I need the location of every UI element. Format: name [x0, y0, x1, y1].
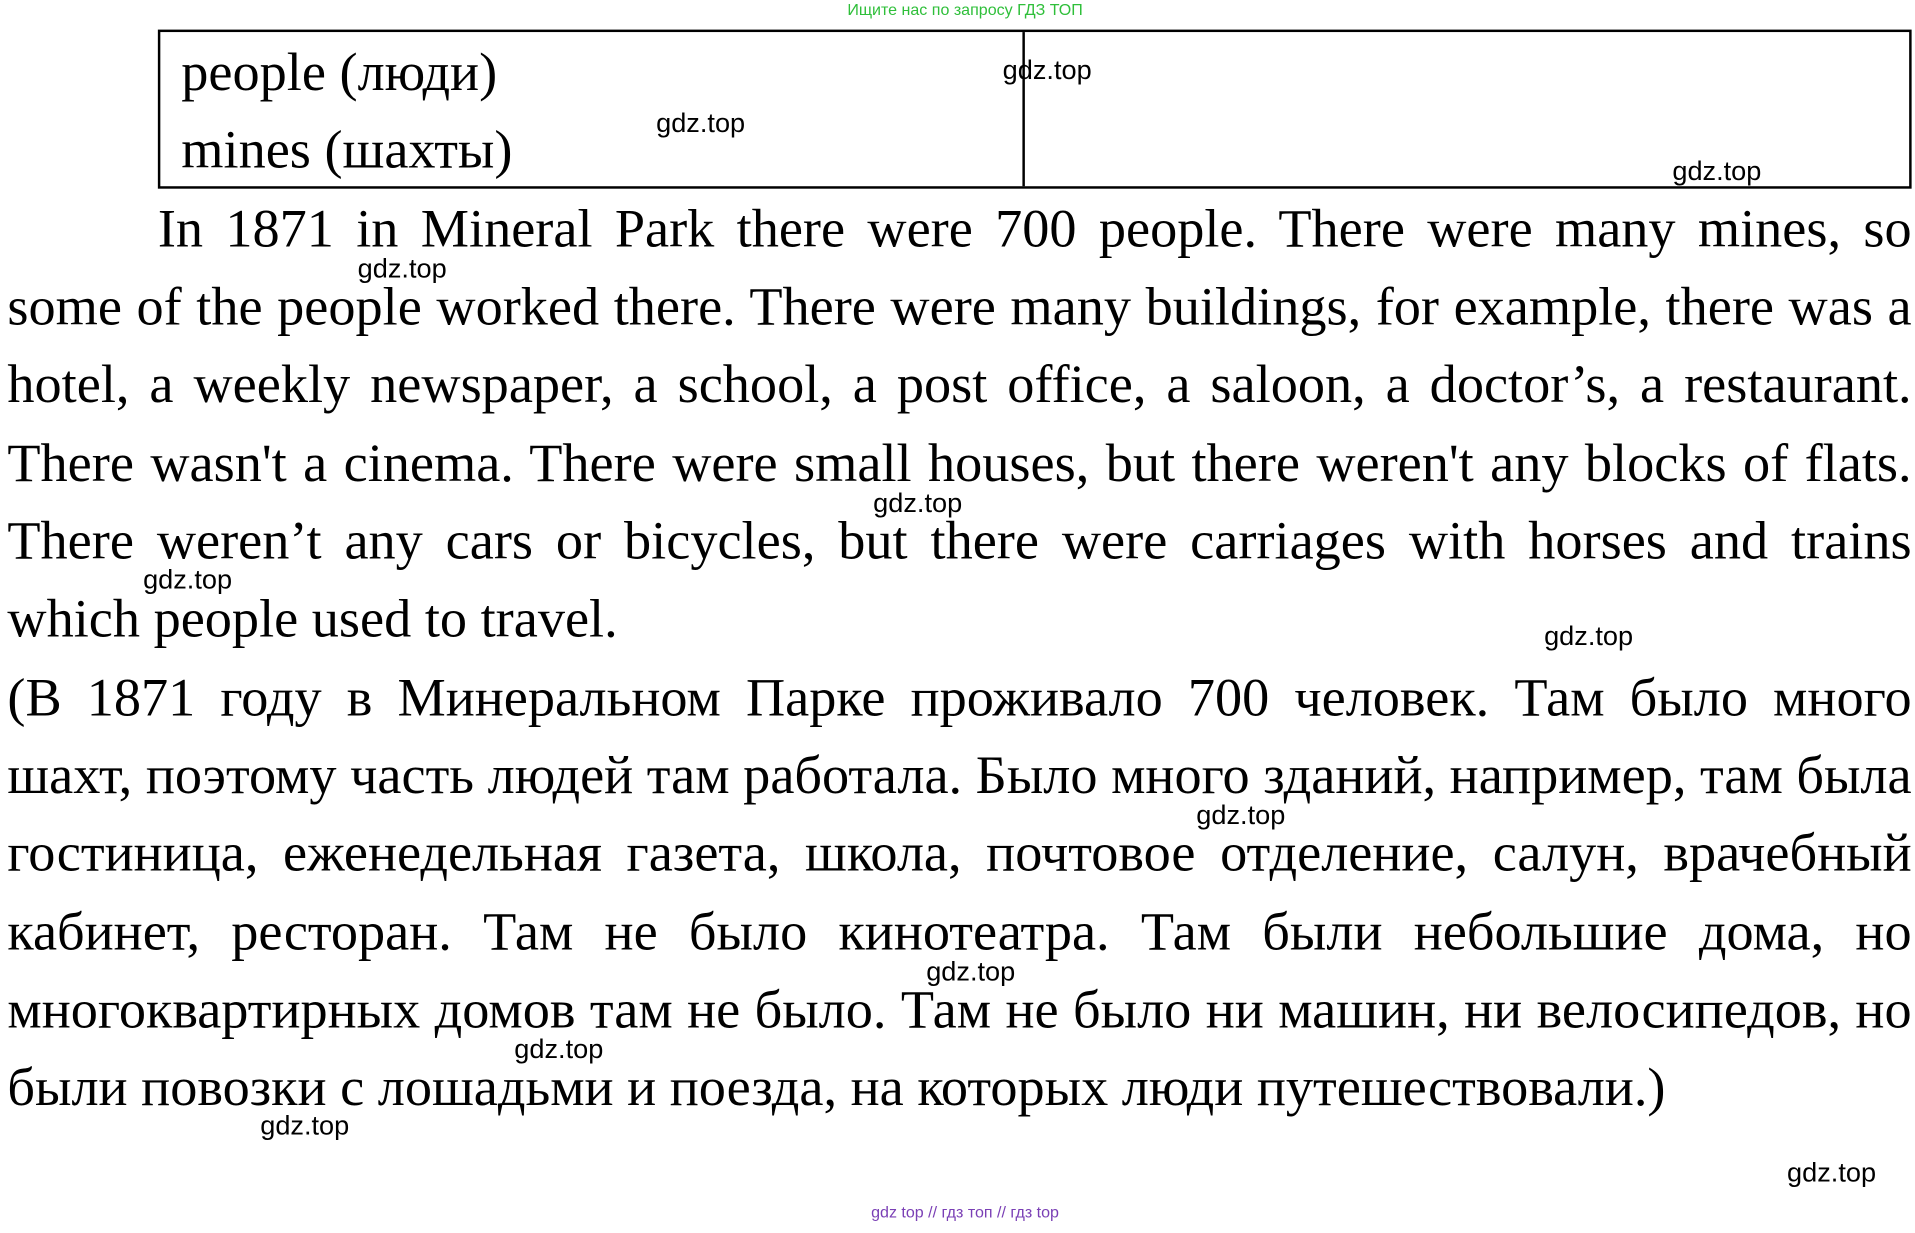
watermark: gdz.top — [656, 107, 746, 139]
header-note: Ищите нас по запросу ГДЗ ТОП — [847, 0, 1083, 19]
vocab-entry-mines: mines (шахты) — [181, 119, 513, 181]
paragraph-english: In 1871 in Mineral Park there were 700 people. There were many mines, so some of the people worked there. There were many buildings, for example, there was a hotel, a weekly newspaper, a school, a post office, a saloon, a doctor’s, a restaurant. There wasn't a cinema. There were small houses, but there weren't any blocks of flats. There weren’t any cars or bicycles, but there were carriages with horses and trains which people used to travel. — [7, 198, 1912, 649]
watermark: gdz.top — [1787, 1156, 1877, 1188]
watermark: gdz.top — [1672, 155, 1762, 187]
watermark: gdz.top — [260, 1109, 350, 1141]
watermark: gdz.top — [357, 252, 447, 284]
vocab-entry-people: people (люди) — [181, 41, 498, 103]
footer-note: gdz top // гдз топ // гдз top — [871, 1202, 1059, 1221]
watermark: gdz.top — [514, 1033, 604, 1065]
watermark: gdz.top — [926, 955, 1016, 987]
paragraph-russian: (В 1871 году в Минеральном Парке проживало 700 человек. Там было много шахт, поэтому часть людей там работала. Было много зданий, например, там была гостиница, еженедельная газета, школа, почтовое отделение, салун, врачебный кабинет, ресторан. Там не было кинотеатра. Там были небольшие дома, но многоквартирных домов там не было. Там не было ни машин, ни велосипедов, но были повозки с лошадьми и поезда, на которых люди путешествовали.) — [7, 667, 1912, 1118]
watermark: gdz.top — [143, 563, 233, 595]
watermark: gdz.top — [1544, 620, 1634, 652]
watermark: gdz.top — [1196, 799, 1286, 831]
watermark: gdz.top — [1002, 54, 1092, 86]
watermark: gdz.top — [873, 487, 963, 518]
